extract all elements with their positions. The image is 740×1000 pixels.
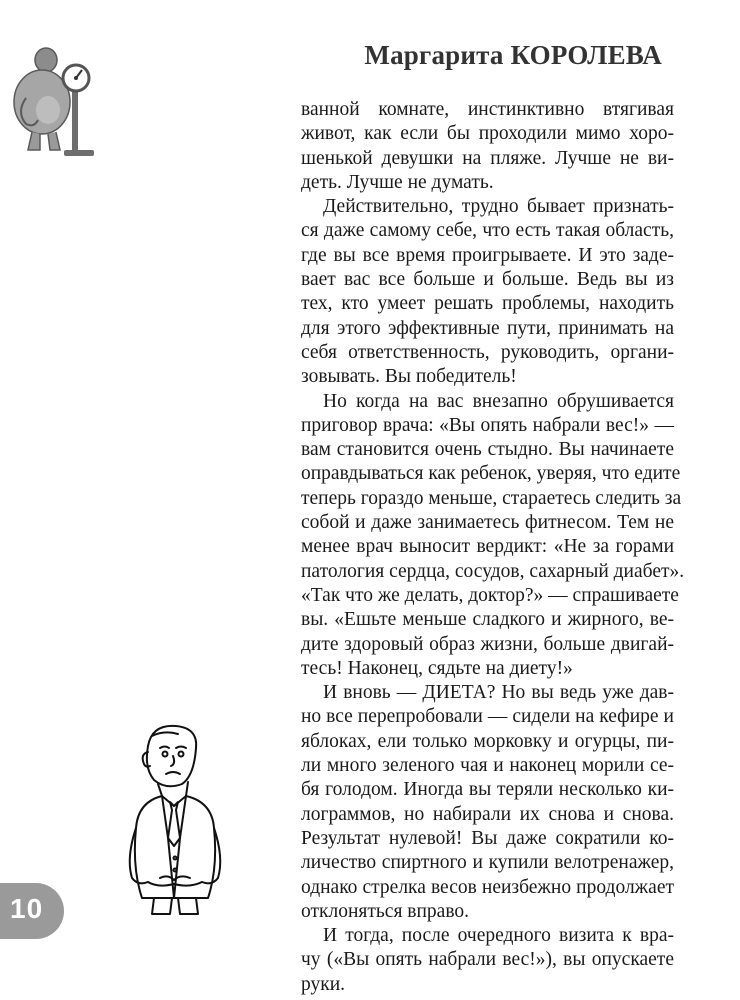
text-line: ли много зеленого чая и наконец морили се- (301, 755, 674, 777)
text-line: ся даже самому себе, что есть такая область, (301, 220, 674, 242)
text-line: менее врач выносит вердикт: «Не за горами (301, 536, 674, 558)
text-line: лограммов, но набирали их снова и снова. (301, 803, 674, 825)
text-line: И вновь — ДИЕТА? Но вы ведь уже дав- (323, 682, 674, 704)
text-line: оправдываться как ребенок, уверяя, что едите (301, 463, 681, 485)
text-line: отклоняться вправо. (301, 900, 470, 922)
page-number: 10 (10, 893, 44, 924)
text-line: бя голодом. Иногда вы теряли несколько ки- (301, 779, 674, 801)
running-header-author: Маргарита КОРОЛЕВА (364, 40, 662, 70)
text-line: теперь гораздо меньше, стараетесь следить за (301, 487, 682, 509)
text-line: живот, как если бы проходили мимо хоро- (301, 123, 674, 145)
text-line: дите здоровый образ жизни, больше двигай- (301, 633, 674, 655)
text-line: чу («Вы опять набрали вес!»), вы опускаете (301, 949, 674, 971)
text-line: но все перепробовали — сидели на кефире и (301, 706, 674, 728)
text-line: для этого эффективные пути, принимать на (301, 317, 674, 339)
text-line: Действительно, трудно бывает признать- (323, 196, 674, 218)
text-line: деть. Лучше не думать. (301, 171, 494, 193)
text-line: вы. «Ешьте меньше сладкого и жирного, ве- (301, 609, 674, 631)
text-line: яблоках, ели только морковку и огурцы, пи- (301, 730, 674, 752)
text-line: где вы все время проигрываете. И это заде- (301, 244, 674, 266)
text-line: патология сердца, сосудов, сахарный диабет». (301, 560, 685, 582)
text-line: себя ответственность, руководить, органи- (301, 341, 674, 363)
text-line: вам становится очень стыдно. Вы начинаете (301, 439, 674, 461)
text-line: зовывать. Вы победитель! (301, 366, 517, 388)
text-line: вает вас все больше и больше. Ведь вы из (301, 269, 674, 291)
text-line: «Так что же делать, доктор?» — спрашиваете (301, 584, 679, 606)
page-number-badge (0, 883, 64, 939)
mascot-on-scale-illustration (4, 40, 98, 158)
worried-man-illustration (118, 718, 236, 918)
text-line: Результат нулевой! Вы даже сократили ко- (301, 827, 674, 849)
text-line: тесь! Наконец, сядьте на диету!» (301, 657, 573, 679)
body-text (301, 98, 685, 997)
text-line: тех, кто умеет решать проблемы, находить (301, 293, 674, 315)
text-line: шенькой девушки на пляже. Лучше не ви- (301, 147, 674, 169)
text-line: собой и даже занимаетесь фитнесом. Тем не (301, 512, 674, 534)
text-line: И тогда, после очередного визита к вра- (323, 925, 674, 947)
text-line: руки. (301, 973, 346, 995)
text-line: ванной комнате, инстинктивно втягивая (301, 99, 674, 120)
text-line: Но когда на вас внезапно обрушивается (323, 390, 674, 412)
text-line: однако стрелка весов неизбежно продолжает (301, 876, 674, 898)
text-line: приговор врача: «Вы опять набрали вес!» — (301, 414, 674, 436)
text-line: личество спиртного и купили велотренажер, (301, 852, 674, 874)
